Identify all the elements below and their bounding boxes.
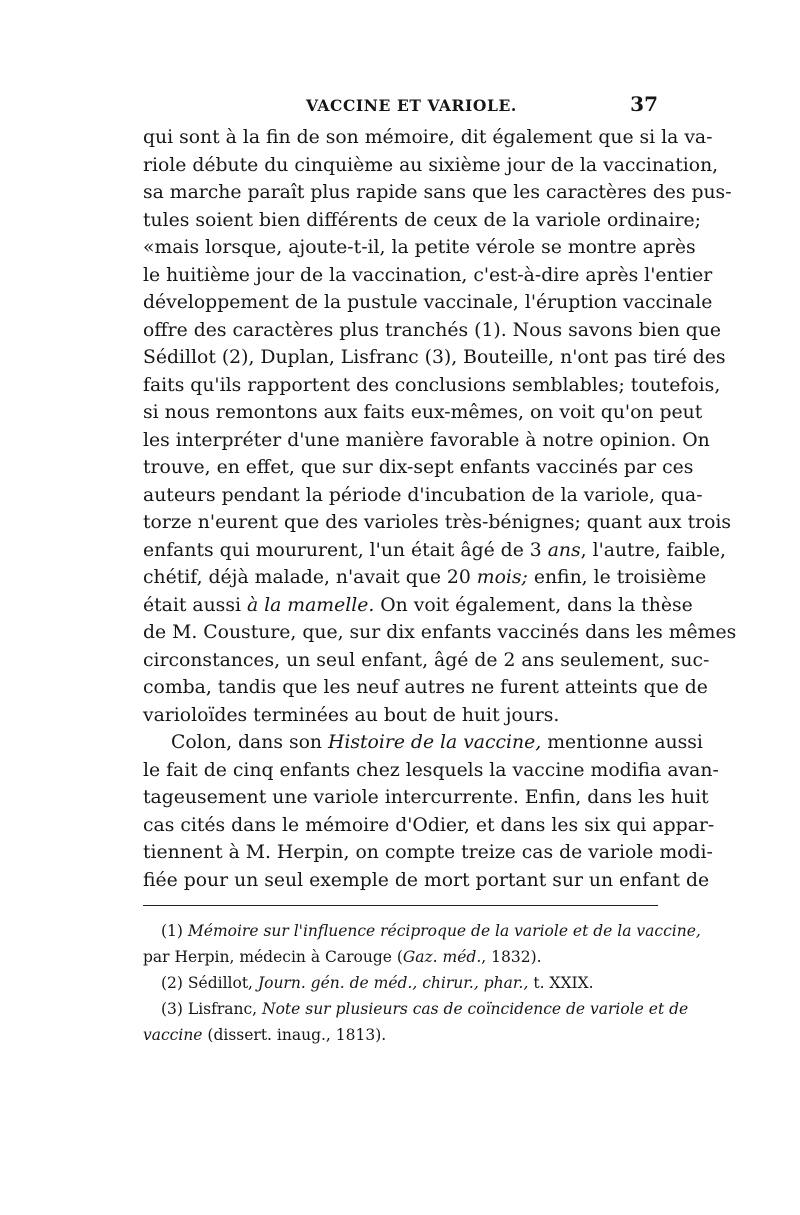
footnote-journal: Journ. gén. de méd., chirur., phar., [257, 974, 529, 992]
footnote-1-continuation [143, 944, 658, 970]
footnote-text: Sédillot, [187, 974, 258, 992]
running-title: VACCINE ET VARIOLE. [306, 96, 517, 115]
text-line: torze n'eurent que des varioles très-bénignes; quant aux trois [143, 512, 732, 533]
italic-segment: ans [547, 539, 581, 561]
footnote-marker: (3) [161, 1000, 183, 1018]
footnote-text: , 1832). [481, 948, 542, 966]
text-segment: chétif, déjà malade, n'avait que 20 [143, 567, 477, 588]
footnote-text: t. XXIX. [528, 974, 594, 992]
text-line: sa marche paraît plus rapide sans que les caractères des pus- [143, 182, 732, 203]
text-line: tules soient bien différents de ceux de la variole ordinaire; [143, 209, 701, 231]
text-line: le huitième jour de la vaccination, c'est-à-dire après l'entier [143, 264, 713, 286]
footnote-text: Lisfranc, [187, 1000, 263, 1018]
text-line: fiée pour un seul exemple de mort portant sur un enfant de [143, 869, 710, 891]
text-line: comba, tandis que les neuf autres ne furent atteints que de [143, 677, 708, 698]
footnote-2 [143, 970, 658, 996]
text-line: développement de la pustule vaccinale, l'éruption vaccinale [143, 292, 713, 313]
text-line: faits qu'ils rapportent des conclusions semblables; toutefois, [143, 374, 721, 396]
text-line: offre des caractères plus tranchés (1). Nous savons bien que [143, 319, 722, 341]
text-line: tageusement une variole intercurrente. Enfin, dans les huit [143, 787, 709, 808]
footnotes [143, 918, 701, 1048]
footnote-marker: (1) [161, 922, 183, 940]
text-line: cas cités dans le mémoire d'Odier, et dans les six qui appar- [143, 814, 715, 836]
text-line: auteurs pendant la période d'incubation de la variole, qua- [143, 484, 703, 506]
text-line-italic [143, 537, 726, 565]
body-text [143, 124, 737, 894]
page-header [143, 92, 658, 122]
footnote-3 [143, 996, 689, 1022]
text-segment: enfin, le troisième [527, 567, 707, 588]
page-number: 37 [630, 92, 658, 116]
text-line: de M. Cousture, que, sur dix enfants vaccinés dans les mêmes [143, 622, 737, 643]
text-line: varioloïdes terminées au bout de huit jours. [143, 704, 560, 726]
text-line: trouve, en effet, que sur dix-sept enfants vaccinés par ces [143, 457, 694, 478]
text-line: si nous remontons aux faits eux-mêmes, on voit qu'on peut [143, 402, 703, 423]
text-line: «mais lorsque, ajoute-t-il, la petite vérole se montre après [143, 237, 696, 258]
text-segment: Colon, dans son [171, 732, 328, 753]
text-line: le fait de cinq enfants chez lesquels la vaccine modifia avan- [143, 759, 719, 781]
text-line-italic [143, 564, 707, 592]
text-segment: était aussi [143, 594, 247, 616]
text-line: les interpréter d'une manière favorable à notre opinion. On [143, 429, 710, 451]
text-line-italic [143, 592, 693, 620]
footnote-text: (dissert. inaug., 1813). [202, 1026, 387, 1044]
text-line: qui sont à la fin de son mémoire, dit également que si la va- [143, 127, 713, 148]
text-segment: enfants qui moururent, l'un était âgé de 3 [143, 539, 548, 561]
footnote-text: par Herpin, médecin à Carouge ( [143, 948, 403, 966]
italic-segment: Histoire de la vaccine, [327, 732, 542, 753]
text-line: riole débute du cinquième au sixième jour de la vaccination, [143, 154, 719, 176]
text-segment: , l'autre, faible, [580, 539, 726, 561]
footnote-title: vaccine [143, 1026, 203, 1044]
italic-segment: mois; [476, 567, 528, 588]
text-segment: mentionne aussi [541, 732, 703, 753]
text-line: circonstances, un seul enfant, âgé de 2 ans seulement, suc- [143, 649, 710, 671]
footnote-rule [143, 905, 658, 906]
text-segment: On voit également, dans la thèse [374, 594, 693, 616]
text-line-italic [143, 729, 703, 757]
footnote-title: Note sur plusieurs cas de coïncidence de variole et de [262, 1000, 689, 1018]
footnote-3-continuation [143, 1022, 658, 1048]
text-line: tiennent à M. Herpin, on compte treize cas de variole modi- [143, 842, 713, 863]
footnote-marker: (2) [161, 974, 183, 992]
footnote-journal: Gaz. méd. [402, 948, 482, 966]
italic-segment: à la mamelle. [246, 594, 375, 616]
footnote-1 [143, 918, 701, 944]
text-line: Sédillot (2), Duplan, Lisfranc (3), Bouteille, n'ont pas tiré des [143, 347, 726, 368]
footnote-title: Mémoire sur l'influence réciproque de la variole et de la vaccine, [187, 922, 701, 940]
